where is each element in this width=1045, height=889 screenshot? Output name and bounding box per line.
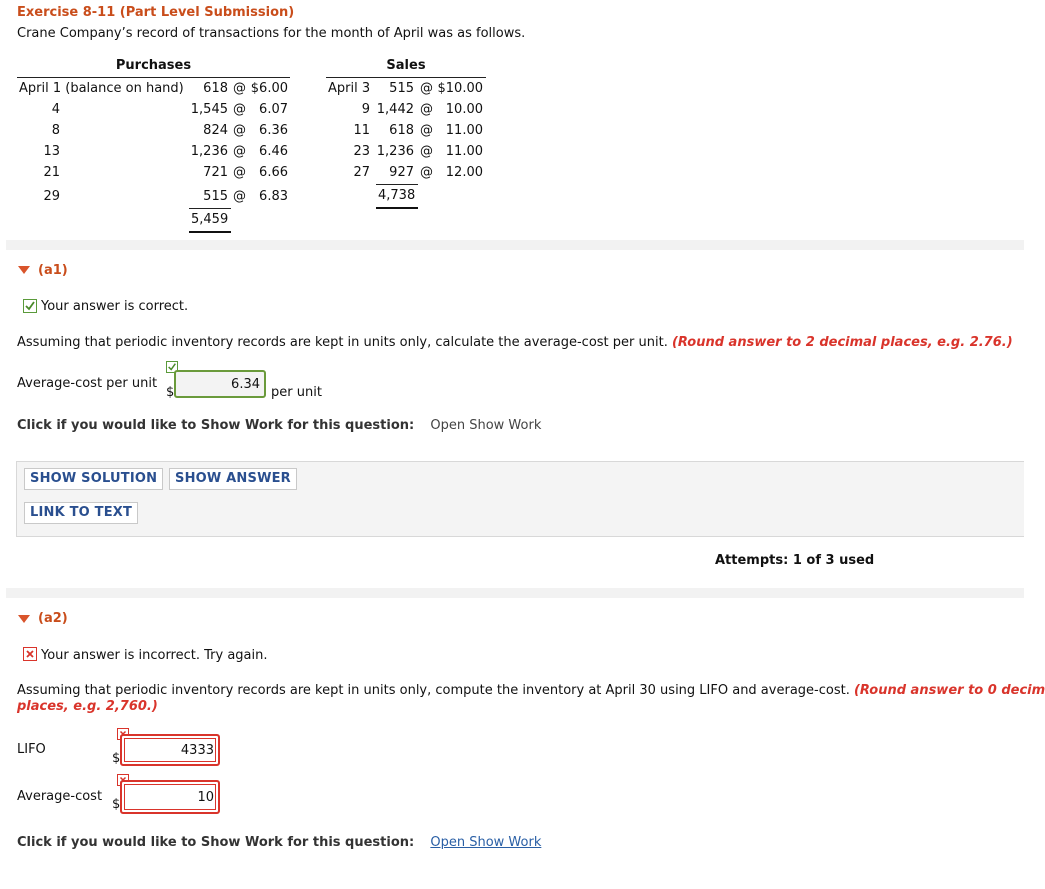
a1-rounding-hint: (Round answer to 2 decimal places, e.g. 2.76.) xyxy=(671,335,1013,350)
a1-currency: $ xyxy=(166,385,175,400)
purchase-date: 13 xyxy=(43,144,60,159)
a2-feedback: Your answer is incorrect. Try again. xyxy=(41,648,268,663)
avg-cost-currency: $ xyxy=(112,797,121,812)
a2-rounding-hint-cont: places, e.g. 2,760.) xyxy=(17,699,158,714)
a1-open-show-work-link[interactable]: Open Show Work xyxy=(430,418,542,433)
sale-price: $10.00 xyxy=(437,81,483,96)
correct-check-icon xyxy=(23,299,37,313)
avg-cost-input[interactable] xyxy=(174,370,266,398)
purchase-qty: 824 xyxy=(203,123,228,138)
purchases-heading: Purchases xyxy=(115,58,192,73)
purchase-date: 8 xyxy=(51,123,60,138)
purchase-qty: 618 xyxy=(203,81,228,96)
purchase-price: 6.07 xyxy=(259,102,288,117)
avg-cost-inventory-input[interactable] xyxy=(120,780,220,814)
sales-total-double-rule xyxy=(376,207,418,209)
sale-date: 11 xyxy=(353,123,370,138)
sale-at: @ xyxy=(420,144,433,159)
show-solution-button[interactable]: SHOW SOLUTION xyxy=(24,468,163,490)
sale-qty: 618 xyxy=(389,123,414,138)
purchase-qty: 515 xyxy=(203,189,228,204)
purchase-date: 4 xyxy=(51,102,60,117)
purchase-price: 6.83 xyxy=(259,189,288,204)
lifo-label: LIFO xyxy=(17,742,46,757)
purchase-price: 6.66 xyxy=(259,165,288,180)
link-to-text-button[interactable]: LINK TO TEXT xyxy=(24,502,138,524)
sale-at: @ xyxy=(420,102,433,117)
purchases-heading-rule xyxy=(17,77,290,78)
a1-feedback: Your answer is correct. xyxy=(41,299,189,314)
lifo-currency: $ xyxy=(112,751,121,766)
a1-show-work-prompt: Click if you would like to Show Work for this question: xyxy=(17,418,415,433)
lifo-input[interactable] xyxy=(120,734,220,766)
a1-question-text: Assuming that periodic inventory records are kept in units only, calculate the average-cost per unit. xyxy=(17,335,668,350)
avg-cost-label: Average-cost per unit xyxy=(17,376,158,391)
per-unit-label: per unit xyxy=(271,385,322,400)
exercise-intro: Crane Company’s record of transactions for the month of April was as follows. xyxy=(17,26,526,41)
section-separator xyxy=(6,588,1024,598)
purchase-qty: 1,236 xyxy=(190,144,228,159)
purchase-at: @ xyxy=(233,102,246,117)
purchases-total-rule xyxy=(189,208,231,209)
purchase-qty: 721 xyxy=(203,165,228,180)
purchase-date: 21 xyxy=(43,165,60,180)
sale-qty: 1,236 xyxy=(376,144,414,159)
sales-total: 4,738 xyxy=(378,188,416,203)
sale-qty: 1,442 xyxy=(376,102,414,117)
collapse-triangle-icon[interactable] xyxy=(18,615,30,623)
purchases-total-double-rule xyxy=(189,231,231,233)
attempts-counter: Attempts: 1 of 3 used xyxy=(715,553,875,568)
sale-price: 11.00 xyxy=(445,144,483,159)
sales-heading: Sales xyxy=(386,58,426,73)
purchase-at: @ xyxy=(233,189,246,204)
solution-panel xyxy=(16,461,1024,537)
purchase-at: @ xyxy=(233,144,246,159)
sale-date: 9 xyxy=(361,102,370,117)
part-a1-label: (a1) xyxy=(38,263,68,278)
sale-date: April 3 xyxy=(328,81,371,96)
purchase-at: @ xyxy=(233,123,246,138)
purchase-qty: 1,545 xyxy=(190,102,228,117)
sales-heading-rule xyxy=(326,77,486,78)
a2-question-text: Assuming that periodic inventory records are kept in units only, compute the inventory at April 30 using LIFO and average-cost. xyxy=(17,683,850,698)
purchase-price: 6.36 xyxy=(259,123,288,138)
a2-rounding-hint: (Round answer to 0 decim xyxy=(853,683,1045,698)
show-answer-button[interactable]: SHOW ANSWER xyxy=(169,468,297,490)
purchase-price: 6.46 xyxy=(259,144,288,159)
sale-qty: 515 xyxy=(389,81,414,96)
sale-price: 10.00 xyxy=(445,102,483,117)
section-separator xyxy=(6,240,1024,250)
sales-total-rule xyxy=(376,184,418,185)
sale-price: 12.00 xyxy=(445,165,483,180)
a2-open-show-work-link[interactable]: Open Show Work xyxy=(430,835,542,850)
sale-date: 27 xyxy=(353,165,370,180)
purchase-at: @ xyxy=(233,81,246,96)
purchase-price: $6.00 xyxy=(250,81,288,96)
a2-question xyxy=(17,683,1045,698)
sale-at: @ xyxy=(420,123,433,138)
part-a2-label: (a2) xyxy=(38,611,68,626)
purchase-date: April 1 (balance on hand) xyxy=(19,81,184,96)
collapse-triangle-icon[interactable] xyxy=(18,266,30,274)
sale-qty: 927 xyxy=(389,165,414,180)
purchase-at: @ xyxy=(233,165,246,180)
sale-date: 23 xyxy=(353,144,370,159)
sale-at: @ xyxy=(420,165,433,180)
purchase-date: 29 xyxy=(43,189,60,204)
a1-question xyxy=(17,335,1013,350)
purchases-total: 5,459 xyxy=(191,212,229,227)
sale-price: 11.00 xyxy=(445,123,483,138)
incorrect-x-icon xyxy=(23,647,37,661)
avg-cost-inventory-label: Average-cost xyxy=(17,789,103,804)
a2-show-work-prompt: Click if you would like to Show Work for this question: xyxy=(17,835,415,850)
sale-at: @ xyxy=(420,81,433,96)
exercise-title: Exercise 8-11 (Part Level Submission) xyxy=(17,5,295,20)
